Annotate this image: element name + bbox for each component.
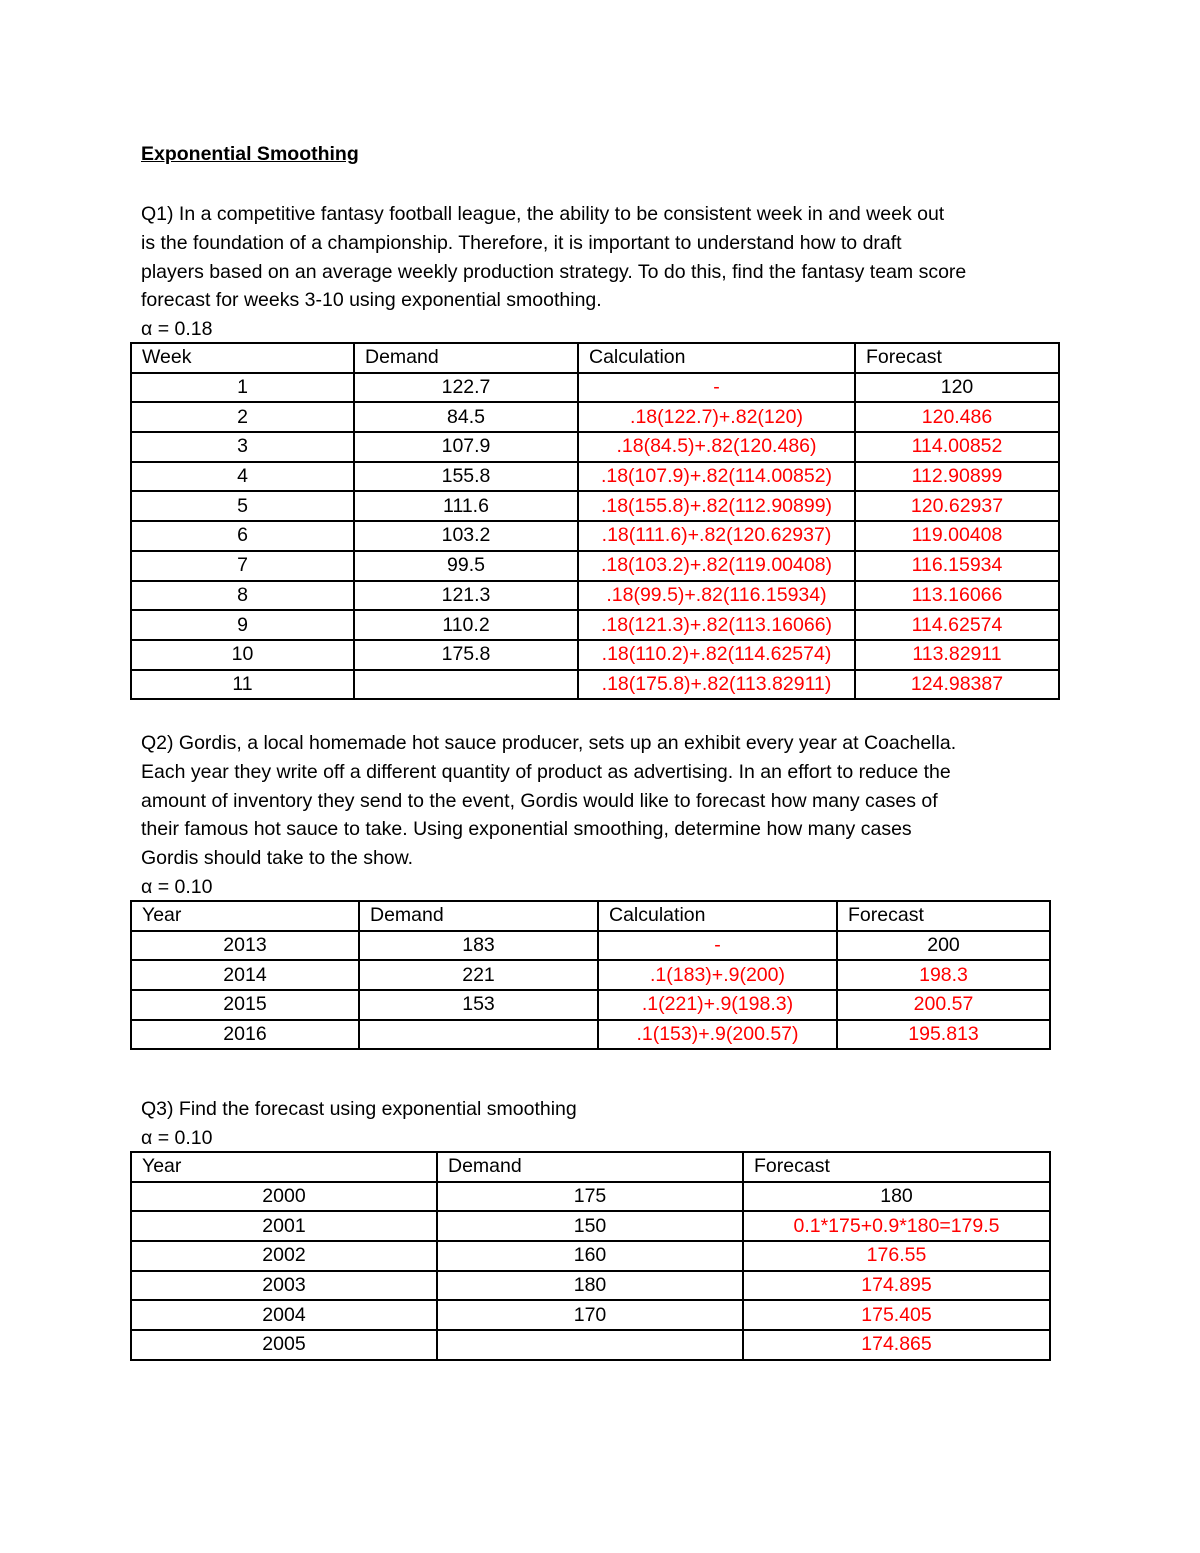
table-cell: 221 [359, 960, 598, 990]
q3-table [130, 1151, 1051, 1361]
table-row [131, 373, 1059, 403]
table-cell: 112.90899 [855, 462, 1059, 492]
table-row [131, 521, 1059, 551]
table-cell: 160 [437, 1241, 743, 1271]
column-header: Demand [354, 343, 578, 373]
table-cell: 6 [131, 521, 354, 551]
table-cell: 2016 [131, 1020, 359, 1050]
table-cell: .18(110.2)+.82(114.62574) [578, 640, 855, 670]
table-cell: 176.55 [743, 1241, 1050, 1271]
q2-line: Q2) Gordis, a local homemade hot sauce producer, sets up an exhibit every year at Coachella. [141, 732, 957, 754]
table-row [131, 931, 1050, 961]
q1-line: is the foundation of a championship. Therefore, it is important to understand how to draft [141, 231, 902, 254]
column-header: Demand [437, 1152, 743, 1182]
table-cell: 175.8 [354, 640, 578, 670]
table-cell: 2001 [131, 1211, 437, 1241]
table-cell: 7 [131, 551, 354, 581]
column-header: Calculation [578, 343, 855, 373]
table-cell: 180 [437, 1271, 743, 1301]
table-cell: 1 [131, 373, 354, 403]
table-row [131, 670, 1059, 700]
header-row [131, 343, 1059, 373]
table-cell: 3 [131, 432, 354, 462]
column-header: Year [131, 1152, 437, 1182]
header-row [131, 1152, 1050, 1182]
table-cell: 180 [743, 1182, 1050, 1212]
column-header: Year [131, 901, 359, 931]
table-row [131, 1300, 1050, 1330]
table-row [131, 551, 1059, 581]
column-header: Week [131, 343, 354, 373]
table-row [131, 960, 1050, 990]
table-cell: .18(99.5)+.82(116.15934) [578, 581, 855, 611]
table-cell: 2 [131, 402, 354, 432]
table-cell: 2013 [131, 931, 359, 961]
q1-table [130, 342, 1060, 700]
table-cell: 113.16066 [855, 581, 1059, 611]
table-cell: 110.2 [354, 610, 578, 640]
table-row [131, 462, 1059, 492]
q1-prompt [141, 200, 966, 344]
table-cell: 174.895 [743, 1271, 1050, 1301]
table-cell: .18(175.8)+.82(113.82911) [578, 670, 855, 700]
table-cell: 175.405 [743, 1300, 1050, 1330]
q2-table [130, 900, 1051, 1050]
table-cell: 2003 [131, 1271, 437, 1301]
column-header: Forecast [837, 901, 1050, 931]
q1-line: forecast for weeks 3-10 using exponential smoothing. [141, 289, 602, 312]
column-header: Calculation [598, 901, 837, 931]
table-cell: 2015 [131, 990, 359, 1020]
table-cell: 2005 [131, 1330, 437, 1360]
table-cell: .18(111.6)+.82(120.62937) [578, 521, 855, 551]
table-cell: .18(155.8)+.82(112.90899) [578, 491, 855, 521]
q1-line: players based on an average weekly production strategy. To do this, find the fantasy team score [141, 260, 967, 283]
table-cell: 121.3 [354, 581, 578, 611]
table-cell: .1(221)+.9(198.3) [598, 990, 837, 1020]
table-cell: 9 [131, 610, 354, 640]
table-cell: 2004 [131, 1300, 437, 1330]
table-cell: - [578, 373, 855, 403]
table-cell: .18(121.3)+.82(113.16066) [578, 610, 855, 640]
q2-prompt [141, 729, 956, 902]
table-cell: 120 [855, 373, 1059, 403]
table-cell: 124.98387 [855, 670, 1059, 700]
table-row [131, 610, 1059, 640]
table-cell: 116.15934 [855, 551, 1059, 581]
table-row [131, 581, 1059, 611]
table-cell [437, 1330, 743, 1360]
table-cell: 150 [437, 1211, 743, 1241]
table-cell: 113.82911 [855, 640, 1059, 670]
table-cell: 155.8 [354, 462, 578, 492]
table-cell: 11 [131, 670, 354, 700]
table-cell: 4 [131, 462, 354, 492]
table-cell: 170 [437, 1300, 743, 1330]
table-cell: 5 [131, 491, 354, 521]
table-cell: 120.486 [855, 402, 1059, 432]
q3-alpha: α = 0.10 [141, 1126, 213, 1149]
table-cell: 107.9 [354, 432, 578, 462]
table-cell: 153 [359, 990, 598, 1020]
table-cell: 198.3 [837, 960, 1050, 990]
q1-line: Q1) In a competitive fantasy football league, the ability to be consistent week in and week out [141, 203, 945, 225]
table-row [131, 1020, 1050, 1050]
column-header: Forecast [855, 343, 1059, 373]
table-cell: 183 [359, 931, 598, 961]
table-row [131, 1271, 1050, 1301]
q2-line: Gordis should take to the show. [141, 847, 414, 870]
table-cell: 10 [131, 640, 354, 670]
table-cell: .1(153)+.9(200.57) [598, 1020, 837, 1050]
table-cell: - [598, 931, 837, 961]
column-header: Forecast [743, 1152, 1050, 1182]
table-row [131, 491, 1059, 521]
header-row [131, 901, 1050, 931]
q2-line: Each year they write off a different quantity of product as advertising. In an effort to reduce the [141, 760, 951, 783]
table-cell: .18(107.9)+.82(114.00852) [578, 462, 855, 492]
table-cell: 84.5 [354, 402, 578, 432]
table-cell: .18(84.5)+.82(120.486) [578, 432, 855, 462]
q3-line: Q3) Find the forecast using exponential smoothing [141, 1098, 577, 1120]
table-cell: 0.1*175+0.9*180=179.5 [743, 1211, 1050, 1241]
table-row [131, 1182, 1050, 1212]
document-title: Exponential Smoothing [141, 143, 359, 165]
table-cell: 122.7 [354, 373, 578, 403]
table-row [131, 1330, 1050, 1360]
table-cell: 200.57 [837, 990, 1050, 1020]
table-row [131, 640, 1059, 670]
table-cell: 114.62574 [855, 610, 1059, 640]
table-row [131, 1241, 1050, 1271]
table-cell [354, 670, 578, 700]
table-cell: 111.6 [354, 491, 578, 521]
table-cell: .18(103.2)+.82(119.00408) [578, 551, 855, 581]
table-cell: 103.2 [354, 521, 578, 551]
table-cell: 99.5 [354, 551, 578, 581]
table-cell: 114.00852 [855, 432, 1059, 462]
q2-line: amount of inventory they send to the event, Gordis would like to forecast how many cases of [141, 789, 938, 812]
table-cell: .18(122.7)+.82(120) [578, 402, 855, 432]
q3-prompt [141, 1095, 577, 1153]
table-cell: 2000 [131, 1182, 437, 1212]
table-cell: 2014 [131, 960, 359, 990]
table-cell: 174.865 [743, 1330, 1050, 1360]
table-row [131, 1211, 1050, 1241]
table-cell: 119.00408 [855, 521, 1059, 551]
q1-alpha: α = 0.18 [141, 318, 213, 341]
table-cell: 8 [131, 581, 354, 611]
table-cell: 200 [837, 931, 1050, 961]
table-cell: .1(183)+.9(200) [598, 960, 837, 990]
table-cell: 175 [437, 1182, 743, 1212]
table-row [131, 990, 1050, 1020]
column-header: Demand [359, 901, 598, 931]
q2-line: their famous hot sauce to take. Using exponential smoothing, determine how many cases [141, 818, 912, 841]
q2-alpha: α = 0.10 [141, 875, 213, 898]
table-cell: 2002 [131, 1241, 437, 1271]
table-cell [359, 1020, 598, 1050]
table-row [131, 432, 1059, 462]
table-row [131, 402, 1059, 432]
table-cell: 195.813 [837, 1020, 1050, 1050]
table-cell: 120.62937 [855, 491, 1059, 521]
